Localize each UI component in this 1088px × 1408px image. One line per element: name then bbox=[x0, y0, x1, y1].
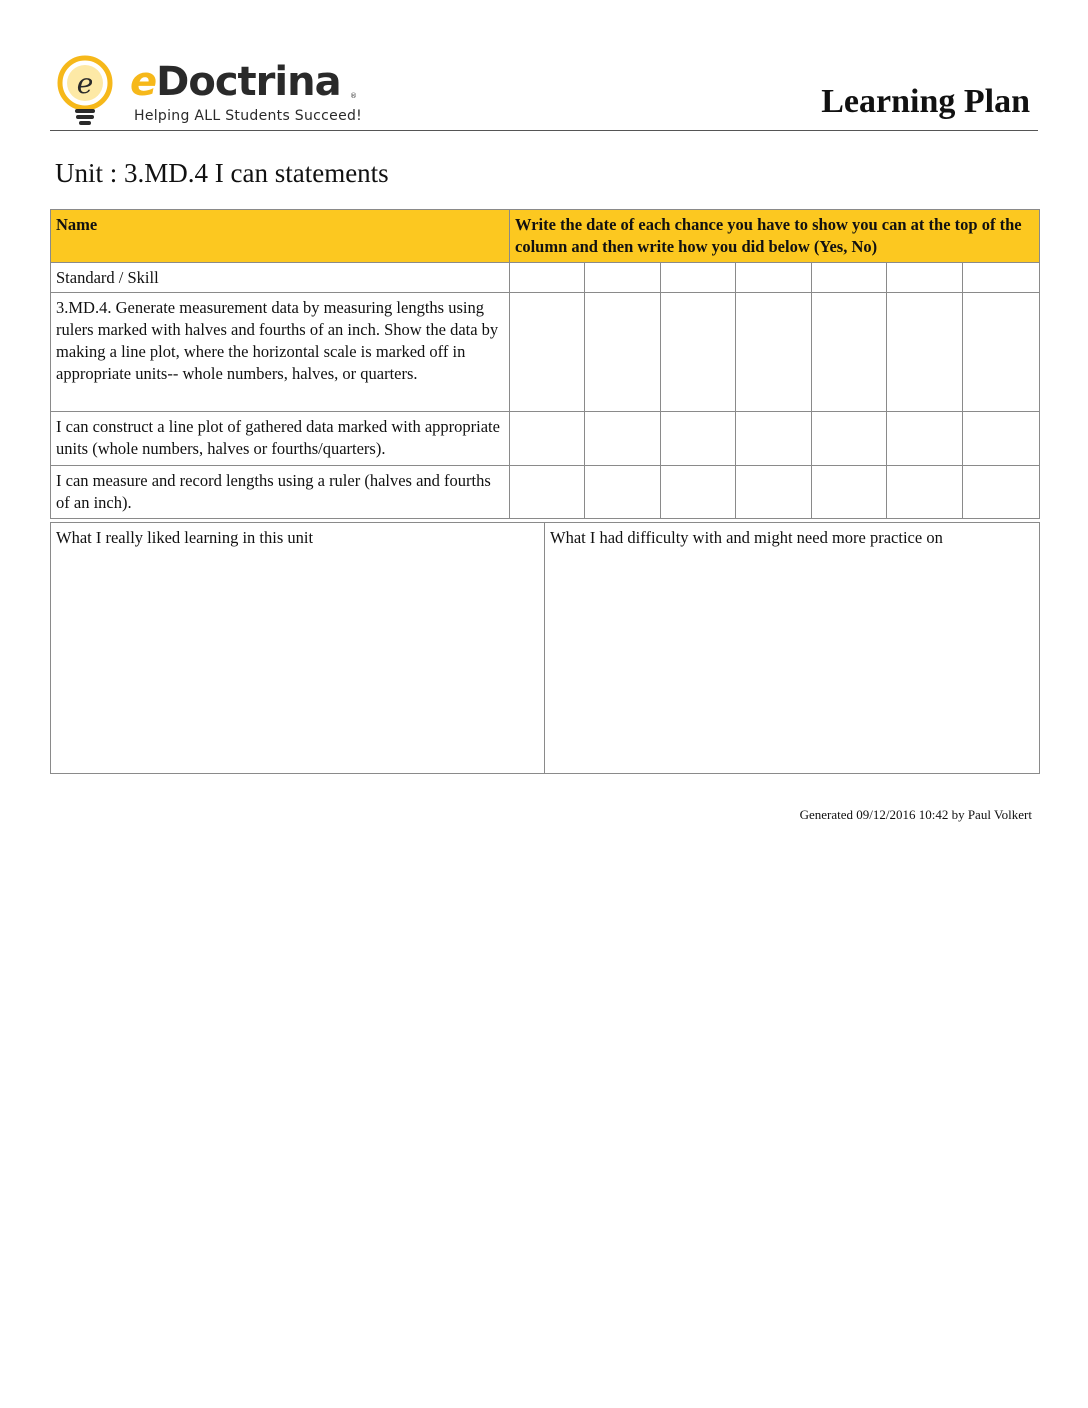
standard-skill-label: Standard / Skill bbox=[51, 263, 510, 293]
result-cell[interactable] bbox=[812, 293, 887, 412]
result-cell[interactable] bbox=[661, 466, 736, 519]
edoctrina-logo bbox=[54, 54, 374, 128]
skill-row bbox=[51, 412, 1040, 466]
date-cell[interactable] bbox=[510, 263, 585, 293]
result-cell[interactable] bbox=[510, 293, 585, 412]
result-cell[interactable] bbox=[585, 412, 661, 466]
result-cell[interactable] bbox=[887, 412, 963, 466]
liked-learning-box[interactable]: What I really liked learning in this unit bbox=[51, 523, 545, 774]
result-cell[interactable] bbox=[510, 412, 585, 466]
page-header bbox=[50, 50, 1038, 131]
lightbulb-logo-icon bbox=[54, 54, 116, 128]
result-cell[interactable] bbox=[812, 412, 887, 466]
logo-tagline: Helping ALL Students Succeed! bbox=[134, 108, 363, 124]
date-cell[interactable] bbox=[887, 263, 963, 293]
result-cell[interactable] bbox=[661, 412, 736, 466]
registered-mark: ® bbox=[350, 92, 357, 100]
result-cell[interactable] bbox=[585, 466, 661, 519]
result-cell[interactable] bbox=[510, 466, 585, 519]
result-cell[interactable] bbox=[887, 466, 963, 519]
logo-wordmark-rest: Doctrina bbox=[156, 59, 341, 105]
result-cell[interactable] bbox=[812, 466, 887, 519]
logo-wordmark-e: e bbox=[130, 59, 157, 105]
table-header-row bbox=[51, 210, 1040, 263]
result-cell[interactable] bbox=[736, 293, 812, 412]
date-row bbox=[51, 263, 1040, 293]
unit-title: Unit : 3.MD.4 I can statements bbox=[55, 158, 389, 188]
date-cell[interactable] bbox=[736, 263, 812, 293]
generated-footer: Generated 09/12/2016 10:42 by Paul Volkert bbox=[799, 807, 1032, 822]
date-cell[interactable] bbox=[585, 263, 661, 293]
skill-text: 3.MD.4. Generate measurement data by measuring lengths using rulers marked with halves and fourths of an inch. Show the data by making a line plot, where the horizontal scale is marked off in appropriate units-- whole numbers, halves, or quarters. bbox=[51, 293, 510, 412]
skill-text: I can measure and record lengths using a ruler (halves and fourths of an inch). bbox=[51, 466, 510, 519]
result-cell[interactable] bbox=[887, 293, 963, 412]
result-cell[interactable] bbox=[661, 293, 736, 412]
date-cell[interactable] bbox=[963, 263, 1040, 293]
learning-plan-table bbox=[50, 209, 1040, 519]
logo-wordmark bbox=[130, 58, 341, 106]
reflection-table bbox=[50, 522, 1040, 774]
date-cell[interactable] bbox=[812, 263, 887, 293]
document-title: Learning Plan bbox=[821, 83, 1030, 120]
skill-row bbox=[51, 293, 1040, 412]
result-cell[interactable] bbox=[736, 466, 812, 519]
name-header[interactable]: Name bbox=[51, 210, 510, 263]
result-cell[interactable] bbox=[736, 412, 812, 466]
skill-text: I can construct a line plot of gathered data marked with appropriate units (whole numbers, halves or fourths/quarters). bbox=[51, 412, 510, 466]
result-cell[interactable] bbox=[963, 466, 1040, 519]
date-cell[interactable] bbox=[661, 263, 736, 293]
result-cell[interactable] bbox=[963, 412, 1040, 466]
result-cell[interactable] bbox=[963, 293, 1040, 412]
skill-row bbox=[51, 466, 1040, 519]
result-cell[interactable] bbox=[585, 293, 661, 412]
difficulty-box[interactable]: What I had difficulty with and might need more practice on bbox=[545, 523, 1040, 774]
instructions-header: Write the date of each chance you have to show you can at the top of the column and then write how you did below (Yes, No) bbox=[510, 210, 1040, 263]
svg-text:e: e bbox=[76, 67, 94, 100]
